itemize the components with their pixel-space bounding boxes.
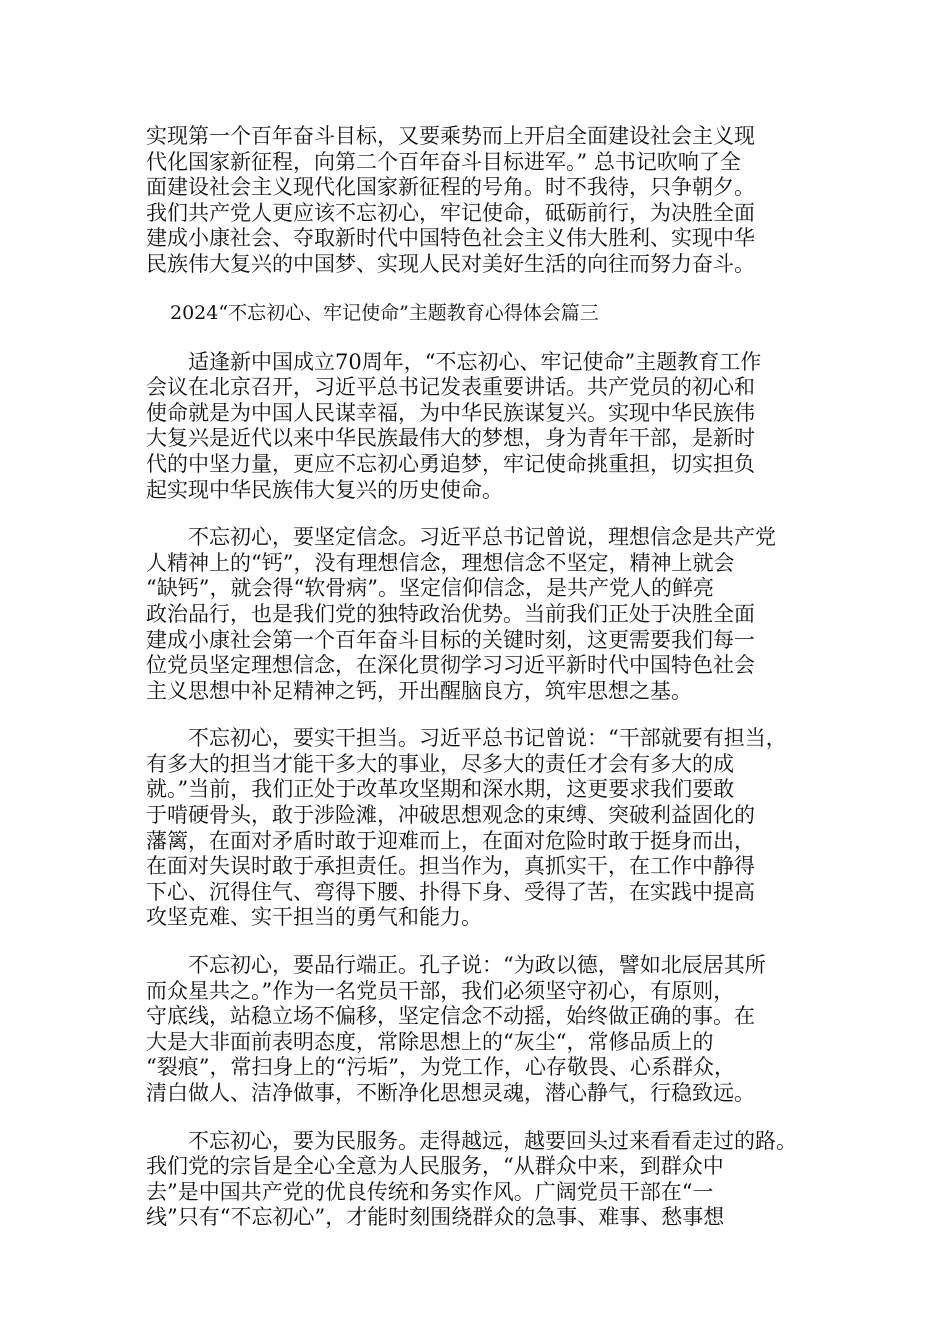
text-line: 不忘初心，要品行端正。孔子说：“为政以德，譬如北辰居其所 [188, 953, 766, 978]
text-line: 代化国家新征程，向第二个百年奋斗目标进军。” 总书记吹响了全 [146, 149, 741, 174]
text-line: 政治品行，也是我们党的独特政治优势。当前我们正处于决胜全面 [146, 601, 755, 626]
text-line: 而众星共之。”作为一名党员干部，我们必须坚守初心，有原则， [146, 978, 735, 1003]
text-line: 大复兴是近代以来中华民族最伟大的梦想，身为青年干部，是新时 [146, 426, 755, 451]
text-line: 面建设社会主义现代化国家新征程的号角。时不我待，只争朝夕。 [146, 175, 755, 200]
text-line: 有多大的担当才能干多大的事业，尽多大的责任才会有多大的成 [146, 751, 734, 776]
text-line: 我们党的宗旨是全心全意为人民服务，“从群众中来，到群众中 [146, 1154, 724, 1179]
text-line: 民族伟大复兴的中国梦、实现人民对美好生活的向往而努力奋斗。 [146, 251, 755, 276]
text-line: 不忘初心，要为民服务。走得越远，越要回头过来看看走过的路。 [188, 1128, 797, 1153]
paragraph-section-3 [146, 726, 810, 931]
document-body [146, 124, 810, 1253]
text-line: 代的中坚力量，更应不忘初心勇追梦，牢记使命挑重担，切实担负 [146, 451, 755, 476]
text-line: 建成小康社会第一个百年奋斗目标的关键时刻，这更需要我们每一 [146, 627, 755, 652]
text-line: 不忘初心，要实干担当。习近平总书记曾说：“干部就要有担当， [188, 726, 787, 751]
section-heading: 2024“不忘初心、牢记使命”主题教育心得体会篇三 [170, 301, 599, 324]
text-line: 线”只有“不忘初心”，才能时刻围绕群众的急事、难事、愁事想 [146, 1205, 725, 1230]
text-line: 主义思想中补足精神之钙，开出醒脑良方，筑牢思想之基。 [146, 678, 692, 703]
text-line: 建成小康社会、夺取新时代中国特色社会主义伟大胜利、实现中华 [146, 226, 755, 251]
paragraph-intro [146, 124, 810, 278]
text-line: 会议在北京召开，习近平总书记发表重要讲话。共产党员的初心和 [146, 375, 755, 400]
text-line: “缺钙”，就会得“软骨病”。坚定信仰信念，是共产党人的鲜亮 [146, 576, 714, 601]
paragraph-section-2 [146, 525, 810, 704]
text-line: 下心、沉得住气、弯得下腰、扑得下身、受得了苦，在实践中提高 [146, 879, 755, 904]
text-line: 不忘初心，要坚定信念。习近平总书记曾说，理想信念是共产党 [188, 525, 776, 550]
text-line: 就。”当前，我们正处于改革攻坚期和深水期，这更要求我们要敢 [146, 777, 735, 802]
text-line: 大是大非面前表明态度，常除思想上的“灰尘“，常修品质上的 [146, 1029, 714, 1054]
text-line: 攻坚克难、实干担当的勇气和能力。 [146, 905, 482, 930]
text-line: 于啃硬骨头，敢于涉险滩，冲破思想观念的束缚、突破利益固化的 [146, 803, 755, 828]
text-line: 我们共产党人更应该不忘初心，牢记使命，砥砺前行，为决胜全面 [146, 200, 755, 225]
text-line: 守底线，站稳立场不偏移，坚定信念不动摇，始终做正确的事。在 [146, 1004, 755, 1029]
text-line: 适逢新中国成立70周年，“不忘初心、牢记使命”主题教育工作 [188, 349, 762, 374]
text-line: 位党员坚定理想信念，在深化贯彻学习习近平新时代中国特色社会 [146, 653, 755, 678]
text-line: 藩篱，在面对矛盾时敢于迎难而上，在面对危险时敢于挺身而出， [146, 828, 755, 853]
paragraph-section-4 [146, 953, 810, 1107]
text-line: 实现第一个百年奋斗目标，又要乘势而上开启全面建设社会主义现 [146, 124, 755, 148]
text-line: 清白做人、洁净做事，不断净化思想灵魂，潜心静气，行稳致远。 [146, 1081, 755, 1105]
text-line: 起实现中华民族伟大复兴的历史使命。 [146, 477, 503, 502]
paragraph-section-1 [146, 350, 810, 504]
text-line: 人精神上的“钙”，没有理想信念，理想信念不坚定，精神上就会 [146, 550, 735, 575]
text-line: 在面对失误时敢于承担责任。担当作为，真抓实干，在工作中静得 [146, 854, 755, 879]
text-line: 去”是中国共产党的优良传统和务实作风。广阔党员干部在“一 [146, 1179, 714, 1204]
paragraph-section-5 [146, 1129, 810, 1231]
text-line: “裂痕”，常扫身上的“污垢”，为党工作，心存敬畏、心系群众， [146, 1055, 735, 1080]
text-line: 使命就是为中国人民谋幸福，为中华民族谋复兴。实现中华民族伟 [146, 400, 755, 425]
